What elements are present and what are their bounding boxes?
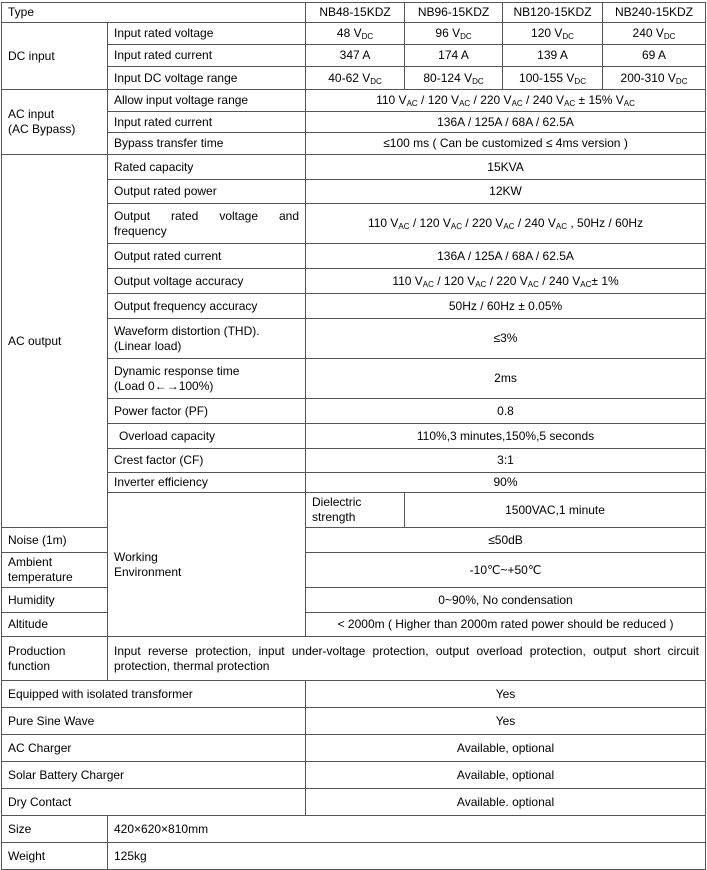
power-row (2, 180, 706, 204)
feature-row (2, 681, 706, 708)
noise-row (2, 528, 706, 553)
size-row (2, 816, 706, 843)
humidity-value: 0~90%, No condensation (306, 588, 706, 613)
model-nb120: NB120-15KDZ (503, 3, 603, 23)
dc-voltage-range-row (2, 67, 706, 90)
dc-rated-voltage-label: Input rated voltage (108, 23, 306, 45)
output-current-value: 136A / 125A / 68A / 62.5A (306, 244, 706, 269)
dc-rated-voltage-row (2, 23, 706, 45)
dc-rated-current-row (2, 45, 706, 67)
noise-value: ≤50dB (306, 528, 706, 553)
temperature-label: Ambient temperature (2, 553, 108, 588)
ac-rated-current-row (2, 112, 706, 133)
dc-voltage-range-cell: 40-62 $V_{DC}$ (306, 67, 405, 90)
overload-row (2, 424, 706, 449)
thd-row (2, 319, 706, 359)
size-label: Size (2, 816, 108, 843)
dc-rated-current-label: Input rated current (108, 45, 306, 67)
voltage-accuracy-label: Output voltage accuracy (108, 269, 306, 294)
efficiency-row (2, 473, 706, 493)
altitude-value: < 2000m ( Higher than 2000m rated power should be reduced ) (306, 613, 706, 637)
overload-value: 110%,3 minutes,150%,5 seconds (306, 424, 706, 449)
weight-label: Weight (2, 843, 108, 870)
altitude-label: Altitude (2, 613, 108, 637)
dc-rated-voltage-cell: 96 $V_{DC}$ (405, 23, 503, 45)
bypass-label: Bypass transfer time (108, 133, 306, 155)
model-nb48: NB48-15KDZ (306, 3, 405, 23)
freq-accuracy-label: Output frequency accuracy (108, 294, 306, 319)
size-value: 420×620×810mm (108, 816, 706, 843)
dc-rated-voltage-cell: 240 $V_{DC}$ (603, 23, 706, 45)
production-value: Input reverse protection, input under-voltage protection, output overload protection, output short circuit protection, thermal protection (108, 637, 706, 681)
production-row (2, 637, 706, 681)
feature-label: Equipped with isolated transformer (2, 681, 306, 708)
dc-voltage-range-cell: 200-310 $V_{DC}$ (603, 67, 706, 90)
voltage-accuracy-value: 110 $V_{AC} / 120$ $V_{AC} / 220$ $V_{AC} / 240$ $V_{AC}\pm 1\%$ (306, 269, 706, 294)
ac-allow-range-value: 110 $V_{AC} / 120$ $V_{AC} / 220$ $V_{AC} / 240$ $V_{AC} \pm 15\%$ $V_{AC}$ (306, 90, 706, 112)
feature-label: Solar Battery Charger (2, 762, 306, 789)
dc-rated-voltage-cell: 48 $V_{DC}$ (306, 23, 405, 45)
dc-rated-voltage-cell: 120 $V_{DC}$ (503, 23, 603, 45)
dc-voltage-range-label: Input DC voltage range (108, 67, 306, 90)
model-nb96: NB96-15KDZ (405, 3, 503, 23)
dc-rated-current-cell: 139 A (503, 45, 603, 67)
spec-table (1, 2, 706, 870)
temperature-row (2, 553, 706, 588)
dynamic-value: 2ms (306, 359, 706, 399)
ac-rated-current-value: 136A / 125A / 68A / 62.5A (306, 112, 706, 133)
dynamic-label: Dynamic response time (Load 0←→100%) (108, 359, 306, 399)
pf-row (2, 399, 706, 424)
feature-row (2, 762, 706, 789)
feature-label: Pure Sine Wave (2, 708, 306, 735)
efficiency-value: 90% (306, 473, 706, 493)
thd-label: Waveform distortion (THD). (Linear load) (108, 319, 306, 359)
overload-label: Overload capacity (108, 424, 306, 449)
dc-input-group: DC input (2, 23, 108, 90)
production-label: Production function (2, 637, 108, 681)
feature-row (2, 708, 706, 735)
feature-row (2, 789, 706, 816)
dielectric-value: 1500VAC,1 minute (405, 493, 706, 528)
freq-accuracy-row (2, 294, 706, 319)
bypass-row (2, 133, 706, 155)
feature-label: Dry Contact (2, 789, 306, 816)
ac-output-group: AC output (2, 155, 108, 528)
cf-value: 3:1 (306, 449, 706, 473)
bypass-value: ≤100 ms ( Can be customized ≤ 4ms version ) (306, 133, 706, 155)
feature-row (2, 735, 706, 762)
humidity-row (2, 588, 706, 613)
output-current-row (2, 244, 706, 269)
weight-value: 125kg (108, 843, 706, 870)
ac-allow-range-row (2, 90, 706, 112)
dielectric-row (2, 493, 706, 528)
power-value: 12KW (306, 180, 706, 204)
efficiency-label: Inverter efficiency (108, 473, 306, 493)
type-row (2, 3, 706, 23)
power-label: Output rated power (108, 180, 306, 204)
capacity-value: 15KVA (306, 155, 706, 180)
noise-label: Noise (1m) (2, 528, 108, 553)
dc-rated-current-cell: 174 A (405, 45, 503, 67)
model-nb240: NB240-15KDZ (603, 3, 706, 23)
type-label: Type (2, 3, 306, 23)
dc-voltage-range-cell: 100-155 $V_{DC}$ (503, 67, 603, 90)
freq-accuracy-value: 50Hz / 60Hz ± 0.05% (306, 294, 706, 319)
temperature-value: -10℃~+50℃ (306, 553, 706, 588)
feature-label: AC Charger (2, 735, 306, 762)
feature-value: Available, optional (306, 735, 706, 762)
ac-allow-range-label: Allow input voltage range (108, 90, 306, 112)
pf-label: Power factor (PF) (108, 399, 306, 424)
feature-value: Yes (306, 681, 706, 708)
capacity-row (2, 155, 706, 180)
ac-rated-current-label: Input rated current (108, 112, 306, 133)
capacity-label: Rated capacity (108, 155, 306, 180)
altitude-row (2, 613, 706, 637)
voltage-accuracy-row (2, 269, 706, 294)
weight-row (2, 843, 706, 870)
cf-label: Crest factor (CF) (108, 449, 306, 473)
voltage-freq-label: Output rated voltage and frequency (108, 204, 306, 244)
cf-row (2, 449, 706, 473)
thd-value: ≤3% (306, 319, 706, 359)
ac-input-group: AC input (AC Bypass) (2, 90, 108, 155)
humidity-label: Humidity (2, 588, 108, 613)
feature-value: Yes (306, 708, 706, 735)
environment-group: Working Environment (108, 493, 306, 637)
dc-rated-current-cell: 69 A (603, 45, 706, 67)
dielectric-label: Dielectric strength (306, 493, 405, 528)
dc-voltage-range-cell: 80-124 $V_{DC}$ (405, 67, 503, 90)
voltage-freq-row (2, 204, 706, 244)
output-current-label: Output rated current (108, 244, 306, 269)
voltage-freq-value: 110 $V_{AC} / 120$ $V_{AC} / 220$ $V_{AC} / 240$ $V_{AC}$ , 50Hz / 60Hz (306, 204, 706, 244)
feature-value: Available, optional (306, 762, 706, 789)
pf-value: 0.8 (306, 399, 706, 424)
feature-value: Available. optional (306, 789, 706, 816)
dc-rated-current-cell: 347 A (306, 45, 405, 67)
dynamic-row (2, 359, 706, 399)
